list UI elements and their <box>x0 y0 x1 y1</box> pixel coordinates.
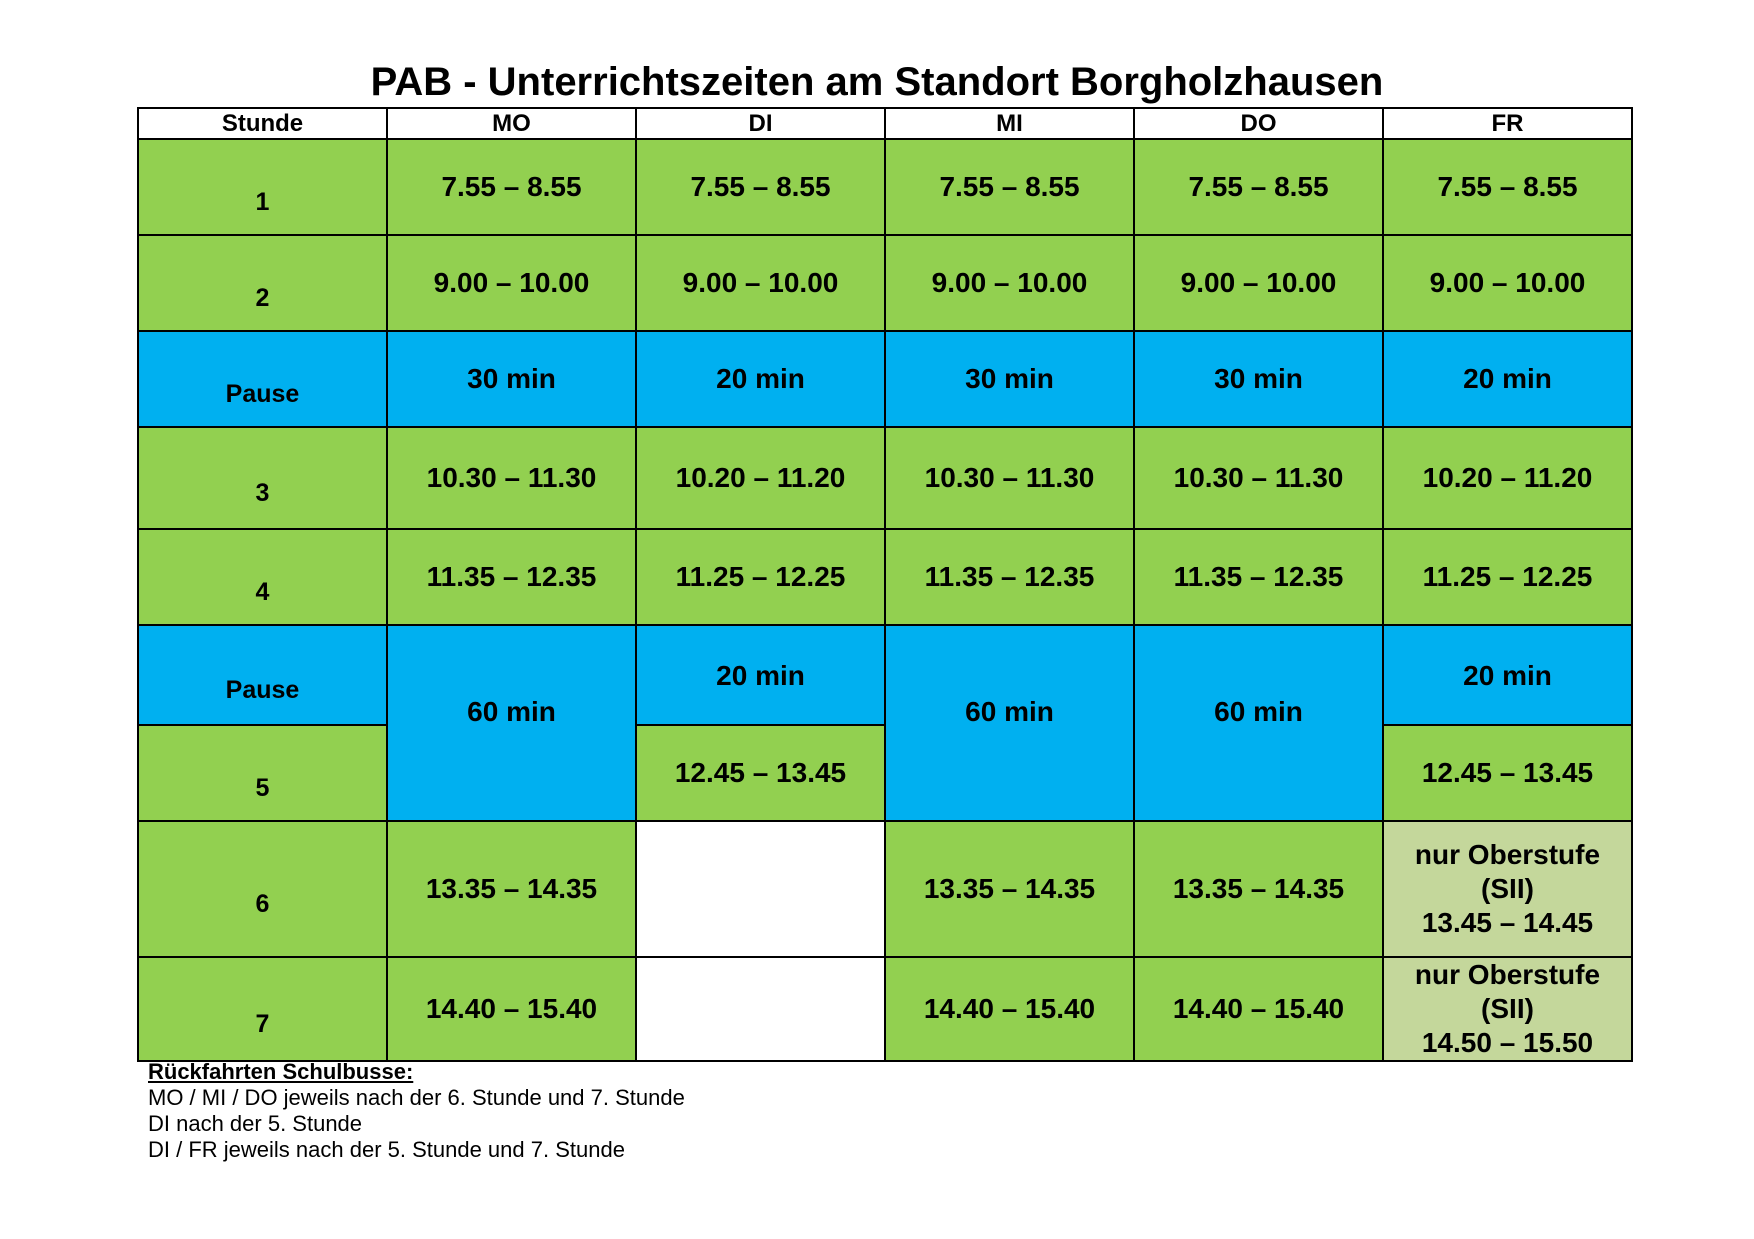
row-label-5: 5 <box>138 725 387 821</box>
row-label-4: 4 <box>138 529 387 625</box>
cell-r3-do: 10.30 – 11.30 <box>1134 427 1383 529</box>
cell-r3-mo: 10.30 – 11.30 <box>387 427 636 529</box>
bus-notes <box>148 1059 685 1163</box>
row-label-1: 1 <box>138 139 387 235</box>
header-mi: MI <box>885 108 1134 139</box>
cell-r4-mi: 11.35 – 12.35 <box>885 529 1134 625</box>
notes-heading: Rückfahrten Schulbusse: <box>148 1059 414 1084</box>
notes-line: DI / FR jeweils nach der 5. Stunde und 7. Stunde <box>148 1137 625 1162</box>
cell-r5-di: 12.45 – 13.45 <box>636 725 885 821</box>
cell-r1-mo: 7.55 – 8.55 <box>387 139 636 235</box>
cell-r6-fr-line3: 13.45 – 14.45 <box>1421 907 1594 938</box>
notes-line: DI nach der 5. Stunde <box>148 1111 363 1136</box>
row-label-6: 6 <box>138 821 387 957</box>
cell-r6-di <box>636 821 885 957</box>
cell-r4-do: 11.35 – 12.35 <box>1134 529 1383 625</box>
schedule-table <box>137 107 1633 1062</box>
cell-r4-di: 11.25 – 12.25 <box>636 529 885 625</box>
cell-r1-di: 7.55 – 8.55 <box>636 139 885 235</box>
cell-r7-di <box>636 957 885 1061</box>
header-stunde: Stunde <box>138 108 387 139</box>
header-do: DO <box>1134 108 1383 139</box>
cell-p2-fr: 20 min <box>1383 625 1632 725</box>
header-fr: FR <box>1383 108 1632 139</box>
cell-r3-fr: 10.20 – 11.20 <box>1383 427 1632 529</box>
cell-r6-fr-line1: nur Oberstufe <box>1414 839 1601 870</box>
cell-r7-fr <box>1383 957 1632 1061</box>
cell-p1-do: 30 min <box>1134 331 1383 427</box>
cell-r4-fr: 11.25 – 12.25 <box>1383 529 1632 625</box>
cell-p1-mi: 30 min <box>885 331 1134 427</box>
cell-p2-di: 20 min <box>636 625 885 725</box>
cell-p2-mo: 60 min <box>387 625 636 821</box>
cell-r5-fr: 12.45 – 13.45 <box>1383 725 1632 821</box>
cell-r7-do: 14.40 – 15.40 <box>1134 957 1383 1061</box>
cell-p1-di: 20 min <box>636 331 885 427</box>
cell-r7-fr-line1: nur Oberstufe <box>1414 959 1601 990</box>
cell-r2-fr: 9.00 – 10.00 <box>1383 235 1632 331</box>
cell-r1-fr: 7.55 – 8.55 <box>1383 139 1632 235</box>
row-label-3: 3 <box>138 427 387 529</box>
cell-r6-mi: 13.35 – 14.35 <box>885 821 1134 957</box>
cell-r6-fr <box>1383 821 1632 957</box>
row-label-pause-2: Pause <box>138 625 387 725</box>
header-di: DI <box>636 108 885 139</box>
cell-r7-fr-line2: (SII) <box>1481 993 1534 1024</box>
cell-r3-mi: 10.30 – 11.30 <box>885 427 1134 529</box>
row-label-7: 7 <box>138 957 387 1061</box>
cell-r1-do: 7.55 – 8.55 <box>1134 139 1383 235</box>
header-mo: MO <box>387 108 636 139</box>
cell-r6-do: 13.35 – 14.35 <box>1134 821 1383 957</box>
cell-r4-mo: 11.35 – 12.35 <box>387 529 636 625</box>
cell-r2-mo: 9.00 – 10.00 <box>387 235 636 331</box>
row-label-2: 2 <box>138 235 387 331</box>
row-label-pause-1: Pause <box>138 331 387 427</box>
notes-line: MO / MI / DO jeweils nach der 6. Stunde und 7. Stunde <box>148 1085 685 1110</box>
cell-p2-mi: 60 min <box>885 625 1134 821</box>
cell-p1-fr: 20 min <box>1383 331 1632 427</box>
cell-p1-mo: 30 min <box>387 331 636 427</box>
cell-p2-do: 60 min <box>1134 625 1383 821</box>
cell-r2-di: 9.00 – 10.00 <box>636 235 885 331</box>
page-title: PAB - Unterrichtszeiten am Standort Borgholzhausen <box>370 60 1384 104</box>
cell-r2-do: 9.00 – 10.00 <box>1134 235 1383 331</box>
cell-r7-mi: 14.40 – 15.40 <box>885 957 1134 1061</box>
cell-r3-di: 10.20 – 11.20 <box>636 427 885 529</box>
cell-r1-mi: 7.55 – 8.55 <box>885 139 1134 235</box>
cell-r2-mi: 9.00 – 10.00 <box>885 235 1134 331</box>
cell-r7-mo: 14.40 – 15.40 <box>387 957 636 1061</box>
cell-r7-fr-line3: 14.50 – 15.50 <box>1421 1027 1594 1058</box>
cell-r6-fr-line2: (SII) <box>1481 873 1534 904</box>
cell-r6-mo: 13.35 – 14.35 <box>387 821 636 957</box>
